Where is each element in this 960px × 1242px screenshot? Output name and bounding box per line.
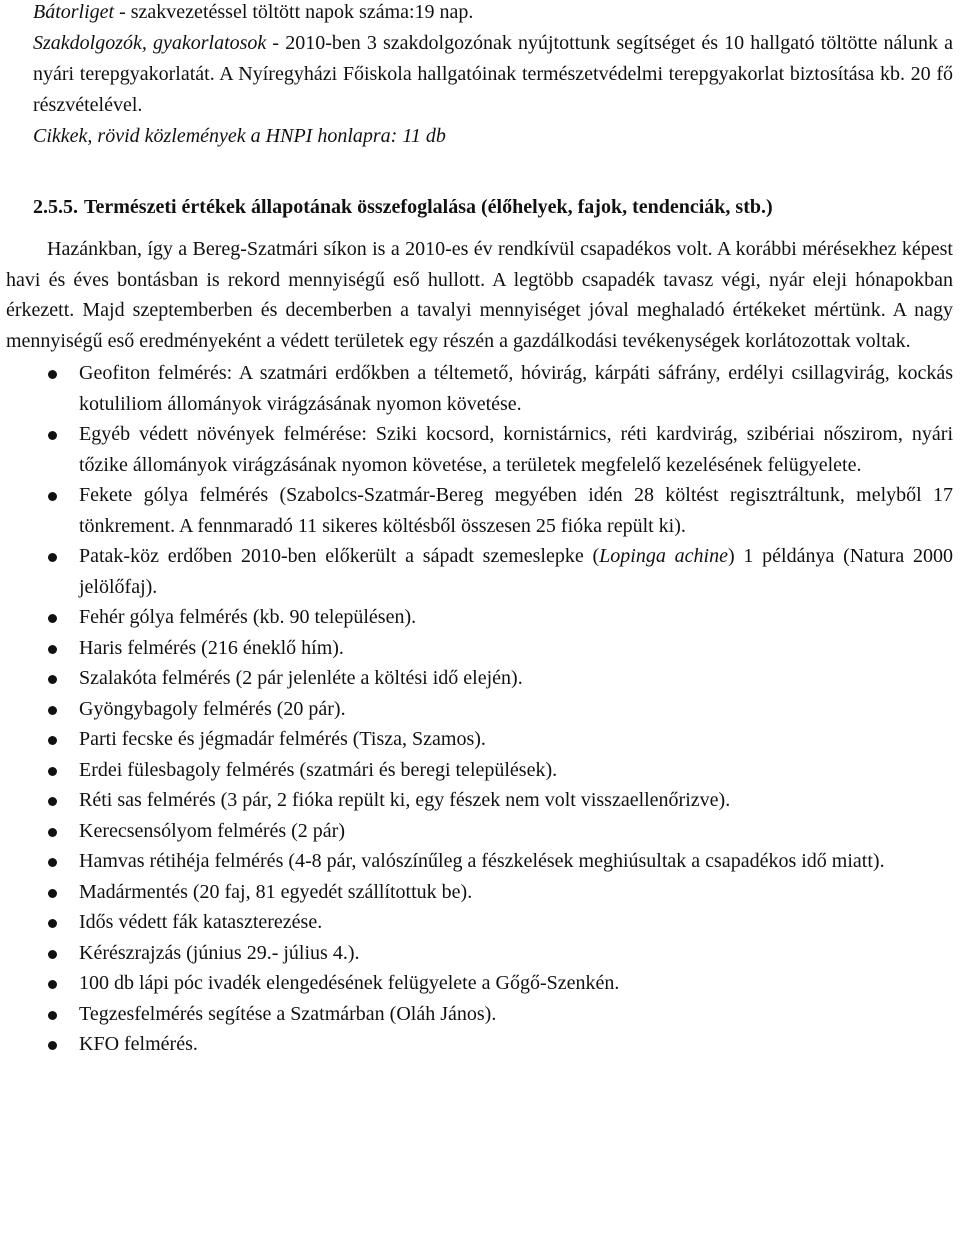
list-item [33, 541, 953, 602]
bullet-list [33, 358, 953, 1060]
bullet-icon [48, 797, 57, 806]
list-item-text: Tegzesfelmérés segítése a Szatmárban (Oláh János). [79, 1002, 497, 1025]
section-paragraph: Hazánkban, így a Bereg-Szatmári síkon is a 2010-es év rendkívül csapadékos volt. A korábbi mérésekhez képest havi és éves bontásban is rekord mennyiségű eső hullott. A legtöbb csapadék tavasz végi, nyár eleji hónapokban érkezett. Majd szeptemberben és decemberben a tavalyi mennyiséget jóval meghaladó értékeket mértünk. A nagy mennyiségű eső eredményeként a védett területek egy részén a gazdálkodási tevékenységek korlátozottak voltak. [6, 238, 953, 352]
bullet-icon [48, 828, 57, 837]
list-item-text: Fehér gólya felmérés (kb. 90 településen). [79, 606, 417, 628]
list-item-text: Madármentés (20 faj, 81 egyedét szállítottuk be). [79, 880, 473, 903]
list-item [33, 419, 953, 480]
cikkek-label: Cikkek, rövid közlemények a HNPI honlapra: [33, 125, 398, 147]
bator-label: Bátorliget [33, 1, 115, 23]
bullet-icon [48, 614, 57, 623]
list-item [33, 938, 953, 969]
list-item [33, 846, 953, 877]
section-number: 2.5.5. [33, 196, 78, 218]
list-item-text: KFO felmérés. [79, 1033, 198, 1055]
list-item-text: Egyéb védett növények felmérése: Sziki kocsord, kornistárnics, réti kardvirág, szibériai nőszirom, nyári tőzike állományok virágzásának nyomon követése, a területek megfelelő kezelésének felügyelete. [79, 423, 953, 476]
szak-paragraph [33, 28, 953, 121]
list-item [33, 663, 953, 694]
bullet-icon [48, 858, 57, 867]
list-item [33, 816, 953, 847]
bullet-icon [48, 1041, 57, 1050]
bullet-icon [48, 645, 57, 654]
list-item-text: ) 1 példánya (Natura 2000 jelölőfaj). [79, 545, 953, 598]
cikkek-text: 11 db [397, 125, 446, 147]
species-name: Lopinga achine [599, 545, 728, 567]
list-item [33, 999, 953, 1030]
list-item [33, 358, 953, 419]
list-item-text: Patak-köz erdőben 2010-ben előkerült a sápadt szemeslepke ( [79, 545, 600, 567]
bullet-icon [48, 370, 57, 379]
list-item [33, 633, 953, 664]
list-item-text: Réti sas felmérés (3 pár, 2 fióka repült ki, egy fészek nem volt visszaellenőrizve). [79, 789, 731, 811]
bator-paragraph [33, 0, 953, 28]
list-item [33, 480, 953, 541]
bullet-icon [48, 950, 57, 959]
bullet-icon [48, 492, 57, 501]
bullet-icon [48, 767, 57, 776]
list-item-text: Erdei fülesbagoly felmérés (szatmári és beregi települések). [79, 758, 558, 781]
list-item-text: 100 db lápi póc ivadék elengedésének felügyelete a Gőgő-Szenkén. [79, 972, 620, 994]
list-item [33, 602, 953, 633]
bullet-icon [48, 706, 57, 715]
list-item [33, 907, 953, 938]
list-item [33, 968, 953, 999]
bullet-icon [48, 736, 57, 745]
list-item-text: Geofiton felmérés: A szatmári erdőkben a téltemető, hóvirág, kárpáti sáfrány, erdélyi csillagvirág, kockás kotuliliom állományok virágzásának nyomon követése. [79, 362, 953, 415]
bullet-icon [48, 675, 57, 684]
bullet-icon [48, 980, 57, 989]
list-item-text: Szalakóta felmérés (2 pár jelenléte a költési idő elején). [79, 667, 523, 689]
list-item-text: Fekete gólya felmérés (Szabolcs-Szatmár-Bereg megyében idén 28 költést regisztráltunk, melyből 17 tönkrement. A fennmaradó 11 sikeres költésből összesen 25 fióka repült ki). [79, 484, 953, 537]
list-item-text: Haris felmérés (216 éneklő hím). [79, 636, 344, 659]
list-item [33, 694, 953, 725]
list-item-text: Hamvas rétihéja felmérés (4-8 pár, valószínűleg a fészkelések meghiúsultak a csapadékos idő miatt). [79, 850, 885, 872]
bullet-icon [48, 889, 57, 898]
bullet-icon [48, 431, 57, 440]
bullet-icon [48, 919, 57, 928]
list-item-text: Parti fecske és jégmadár felmérés (Tisza, Szamos). [79, 728, 486, 750]
intro-block [33, 0, 953, 152]
list-item-text: Kerecsensólyom felmérés (2 pár) [79, 819, 345, 842]
list-item [33, 785, 953, 816]
cikkek-paragraph [33, 121, 953, 152]
szak-text: - 2010-ben 3 szakdolgozónak nyújtottunk segítséget és 10 hallgató töltötte nálunk a nyári terepgyakorlatát. A Nyíregyházi Főiskola hallgatóinak természetvédelmi terepgyakorlat biztosítása kb. 20 fő részvételével. [33, 32, 953, 116]
bullet-icon [48, 1011, 57, 1020]
szak-label: Szakdolgozók, gyakorlatosok [33, 32, 267, 54]
list-item [33, 877, 953, 908]
section-title: Természeti értékek állapotának összefoglalása (élőhelyek, fajok, tendenciák, stb.) [84, 196, 773, 218]
list-item [33, 1029, 953, 1060]
list-item-text: Kérészrajzás (június 29.- július 4.). [79, 941, 360, 964]
bullet-icon [48, 553, 57, 562]
list-item [33, 724, 953, 755]
list-item-text: Idős védett fák kataszterezése. [79, 911, 323, 933]
section-heading [33, 192, 953, 222]
bator-text: - szakvezetéssel töltött napok száma:19 nap. [114, 1, 474, 23]
list-item-text: Gyöngybagoly felmérés (20 pár). [79, 697, 346, 720]
list-item [33, 755, 953, 786]
